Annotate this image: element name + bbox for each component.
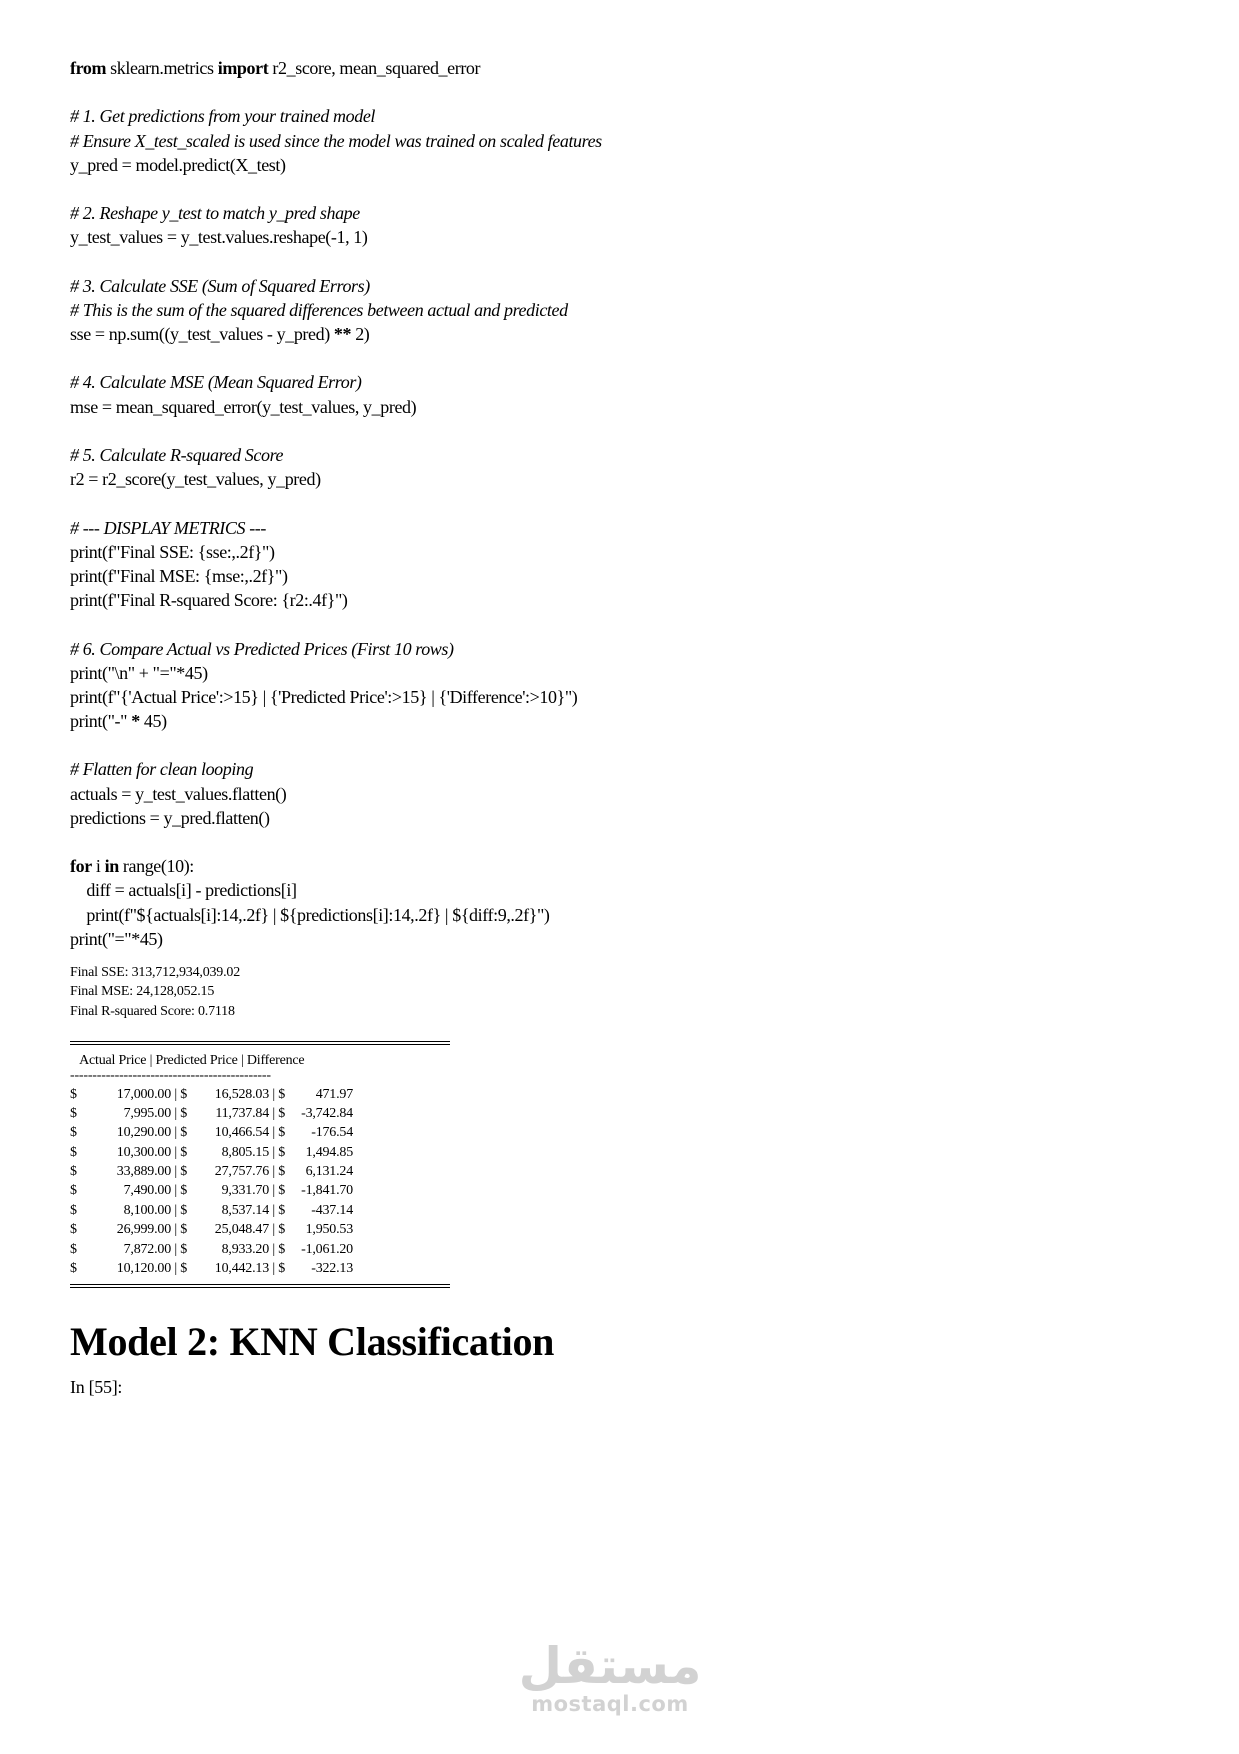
code-line: [70, 274, 1190, 298]
code-blank-line: [70, 491, 1190, 515]
code-text: 45): [139, 711, 167, 732]
table-bottom-rule: [70, 1284, 450, 1288]
actual-price: 10,120.00: [116, 1261, 171, 1277]
currency-sign: $: [70, 1183, 77, 1199]
currency-sign: $: [180, 1261, 188, 1277]
watermark-arabic: مستقل: [518, 1637, 702, 1695]
actual-price: 26,999.00: [116, 1222, 171, 1238]
separator-dollar: [269, 1085, 299, 1104]
currency-sign: $: [180, 1241, 188, 1257]
separator-dollar: [171, 1085, 199, 1104]
code-blank-line: [70, 177, 1190, 201]
code-blank-line: [70, 733, 1190, 757]
code-line: [70, 709, 1190, 733]
actual-price: 7,872.00: [123, 1241, 171, 1257]
pipe-separator: |: [272, 1202, 275, 1218]
separator-dollar: [171, 1240, 199, 1259]
table-header: Actual Price | Predicted Price | Difference: [70, 1053, 305, 1069]
code-blank-line: [70, 612, 1190, 636]
code-line: [70, 129, 1190, 153]
code-blank-line: [70, 346, 1190, 370]
separator-dollar: [269, 1162, 299, 1181]
table-row: [70, 1201, 1190, 1220]
difference: 6,131.24: [305, 1164, 353, 1180]
table-row: [70, 1143, 1190, 1162]
pipe-separator: |: [174, 1125, 177, 1141]
pipe-separator: |: [272, 1105, 275, 1121]
code-line: [70, 661, 1190, 685]
code-cell: [70, 56, 1190, 951]
predicted-price: 11,737.84: [215, 1105, 269, 1121]
code-line: [70, 56, 1190, 80]
currency-sign: $: [70, 1222, 77, 1238]
difference: 1,494.85: [305, 1144, 353, 1160]
pipe-separator: |: [272, 1261, 275, 1277]
code-line: [70, 564, 1190, 588]
predicted-price: 9,331.70: [221, 1183, 269, 1199]
code-line: [70, 467, 1190, 491]
code-text: y_pred = model.predict(X_test): [70, 154, 286, 175]
pipe-separator: |: [174, 1261, 177, 1277]
table-dash-rule: ---------------------------------------------: [70, 1070, 271, 1083]
difference: -1,841.70: [301, 1183, 353, 1199]
separator-dollar: [269, 1181, 299, 1200]
code-comment: # Flatten for clean looping: [70, 759, 254, 780]
code-text: print(f"{'Actual Price':>15} | {'Predicted Price':>15} | {'Difference':>10}"): [70, 686, 578, 707]
code-line: [70, 878, 1190, 902]
code-comment: # Ensure X_test_scaled is used since the model was trained on scaled features: [70, 130, 602, 151]
code-keyword: in: [104, 856, 119, 877]
separator-dollar: [269, 1259, 299, 1278]
separator-dollar: [171, 1123, 199, 1142]
actual-price: 7,995.00: [123, 1105, 171, 1121]
watermark-latin: mostaql.com: [531, 1692, 689, 1716]
pipe-separator: |: [174, 1183, 177, 1199]
code-keyword: import: [217, 58, 269, 78]
code-text: sse = np.sum((y_test_values - y_pred): [70, 324, 334, 345]
currency-sign: $: [180, 1144, 188, 1160]
table-rows: [70, 1085, 1190, 1279]
pipe-separator: |: [174, 1202, 177, 1218]
predicted-price: 8,537.14: [221, 1202, 269, 1218]
mse-output: Final MSE: 24,128,052.15: [70, 984, 215, 1000]
currency-sign: $: [278, 1261, 286, 1277]
difference: -176.54: [311, 1125, 353, 1141]
difference: -322.13: [311, 1261, 353, 1277]
mostaql-watermark: [515, 1637, 705, 1716]
predicted-price: 27,757.76: [214, 1164, 269, 1180]
actual-price: 7,490.00: [123, 1183, 171, 1199]
code-line: [70, 395, 1190, 419]
code-line: [70, 927, 1190, 951]
currency-sign: $: [70, 1164, 77, 1180]
difference: 1,950.53: [305, 1222, 353, 1238]
code-blank-line: [70, 830, 1190, 854]
code-text: 2): [351, 324, 370, 345]
code-line: [70, 540, 1190, 564]
difference: -1,061.20: [301, 1241, 353, 1257]
table-row: [70, 1162, 1190, 1181]
code-text: mse = mean_squared_error(y_test_values, y_pred): [70, 396, 417, 417]
currency-sign: $: [278, 1125, 286, 1141]
currency-sign: $: [180, 1125, 188, 1141]
code-text: y_test_values = y_test.values.reshape(-1, 1): [70, 227, 368, 248]
code-comment: # 4. Calculate MSE (Mean Squared Error): [70, 372, 362, 393]
code-comment: # 6. Compare Actual vs Predicted Prices (First 10 rows): [70, 638, 454, 659]
pipe-separator: |: [174, 1222, 177, 1238]
code-text: print(f"${actuals[i]:14,.2f} | ${predictions[i]:14,.2f} | ${diff:9,.2f}"): [70, 904, 550, 925]
pipe-separator: |: [174, 1164, 177, 1180]
code-blank-line: [70, 250, 1190, 274]
separator-dollar: [269, 1104, 299, 1123]
code-text: print("="*45): [70, 928, 163, 949]
currency-sign: $: [180, 1105, 188, 1121]
currency-sign: $: [278, 1202, 286, 1218]
code-line: [70, 201, 1190, 225]
sse-output: Final SSE: 313,712,934,039.02: [70, 964, 240, 980]
code-text: i: [91, 856, 105, 877]
code-line: [70, 757, 1190, 781]
code-text: print("\n" + "="*45): [70, 662, 208, 683]
predicted-price: 10,466.54: [214, 1125, 269, 1141]
code-blank-line: [70, 419, 1190, 443]
pipe-separator: |: [272, 1164, 275, 1180]
pipe-separator: |: [272, 1183, 275, 1199]
code-text: print(f"Final MSE: {mse:,.2f}"): [70, 565, 288, 586]
code-text: range(10):: [118, 856, 194, 877]
pipe-separator: |: [272, 1144, 275, 1160]
currency-sign: $: [70, 1202, 77, 1218]
currency-sign: $: [70, 1241, 77, 1257]
currency-sign: $: [70, 1105, 77, 1121]
actual-price: 17,000.00: [116, 1086, 171, 1102]
table-top-rule: [70, 1041, 450, 1045]
code-comment: # This is the sum of the squared differences between actual and predicted: [70, 299, 568, 320]
code-comment: # 2. Reshape y_test to match y_pred shape: [70, 203, 360, 224]
code-line: [70, 443, 1190, 467]
separator-dollar: [171, 1201, 199, 1220]
code-text: r2_score, mean_squared_error: [268, 58, 481, 78]
separator-dollar: [269, 1201, 299, 1220]
currency-sign: $: [70, 1261, 77, 1277]
currency-sign: $: [278, 1241, 286, 1257]
actual-price: 10,300.00: [116, 1144, 171, 1160]
difference: -3,742.84: [301, 1105, 353, 1121]
code-line: [70, 854, 1190, 878]
code-line: [70, 322, 1190, 346]
currency-sign: $: [70, 1086, 77, 1102]
table-row: [70, 1104, 1190, 1123]
table-row: [70, 1085, 1190, 1104]
separator-dollar: [171, 1162, 199, 1181]
predicted-price: 25,048.47: [214, 1222, 269, 1238]
r2-output: Final R-squared Score: 0.7118: [70, 1003, 235, 1019]
actual-price: 33,889.00: [116, 1164, 171, 1180]
predicted-price: 8,805.15: [221, 1144, 269, 1160]
code-keyword: from: [70, 58, 107, 78]
table-row: [70, 1240, 1190, 1259]
code-comment: # 5. Calculate R-squared Score: [70, 445, 284, 465]
code-text: predictions = y_pred.flatten(): [70, 807, 270, 828]
code-line: [70, 225, 1190, 249]
pipe-separator: |: [174, 1086, 177, 1102]
pipe-separator: |: [174, 1144, 177, 1160]
currency-sign: $: [278, 1144, 286, 1160]
table-row: [70, 1220, 1190, 1239]
code-text: print(f"Final R-squared Score: {r2:.4f}"): [70, 590, 348, 611]
currency-sign: $: [278, 1105, 286, 1121]
pipe-separator: |: [272, 1222, 275, 1238]
currency-sign: $: [180, 1164, 188, 1180]
code-comment: # 3. Calculate SSE (Sum of Squared Errors): [70, 275, 370, 296]
notebook-page: [70, 56, 1190, 1398]
currency-sign: $: [70, 1144, 77, 1160]
separator-dollar: [269, 1143, 299, 1162]
currency-sign: $: [180, 1222, 188, 1238]
separator-dollar: [269, 1220, 299, 1239]
code-text: actuals = y_test_values.flatten(): [70, 783, 287, 804]
currency-sign: $: [278, 1222, 286, 1238]
code-text: sklearn.metrics: [106, 58, 218, 78]
code-blank-line: [70, 80, 1190, 104]
separator-dollar: [269, 1123, 299, 1142]
separator-dollar: [269, 1240, 299, 1259]
code-line: [70, 588, 1190, 612]
section-title: Model 2: KNN Classification: [70, 1319, 555, 1365]
code-keyword: for: [70, 856, 92, 877]
metrics-output: [70, 963, 1190, 1021]
currency-sign: $: [180, 1183, 188, 1199]
code-keyword: *: [131, 711, 140, 732]
separator-dollar: [171, 1259, 199, 1278]
code-text: diff = actuals[i] - predictions[i]: [70, 880, 297, 901]
code-line: [70, 903, 1190, 927]
pipe-separator: |: [174, 1105, 177, 1121]
separator-dollar: [171, 1220, 199, 1239]
code-line: [70, 298, 1190, 322]
currency-sign: $: [180, 1086, 188, 1102]
actual-price: 10,290.00: [116, 1125, 171, 1141]
currency-sign: $: [70, 1125, 77, 1141]
predicted-price: 8,933.20: [221, 1241, 269, 1257]
code-keyword: **: [333, 324, 352, 345]
table-row: [70, 1181, 1190, 1200]
code-line: [70, 685, 1190, 709]
code-comment: # --- DISPLAY METRICS ---: [70, 517, 266, 538]
code-line: [70, 637, 1190, 661]
currency-sign: $: [278, 1183, 286, 1199]
code-line: [70, 782, 1190, 806]
separator-dollar: [171, 1181, 199, 1200]
code-line: [70, 806, 1190, 830]
code-text: r2 = r2_score(y_test_values, y_pred): [70, 469, 321, 490]
predicted-price: 10,442.13: [214, 1261, 269, 1277]
code-line: [70, 370, 1190, 394]
actual-price: 8,100.00: [123, 1202, 171, 1218]
separator-dollar: [171, 1104, 199, 1123]
code-line: [70, 104, 1190, 128]
pipe-separator: |: [272, 1241, 275, 1257]
cell-prompt: In [55]:: [70, 1377, 123, 1398]
code-text: print("-": [70, 711, 132, 732]
separator-dollar: [171, 1143, 199, 1162]
currency-sign: $: [278, 1164, 286, 1180]
pipe-separator: |: [174, 1241, 177, 1257]
code-comment: # 1. Get predictions from your trained model: [70, 106, 376, 127]
table-row: [70, 1259, 1190, 1278]
difference: 471.97: [315, 1086, 353, 1102]
currency-sign: $: [278, 1086, 286, 1102]
pipe-separator: |: [272, 1125, 275, 1141]
predicted-price: 16,528.03: [214, 1086, 269, 1102]
code-text: print(f"Final SSE: {sse:,.2f}"): [70, 541, 275, 562]
comparison-table: [70, 1051, 1190, 1278]
currency-sign: $: [180, 1202, 188, 1218]
table-row: [70, 1123, 1190, 1142]
pipe-separator: |: [272, 1086, 275, 1102]
code-line: [70, 153, 1190, 177]
difference: -437.14: [311, 1202, 353, 1218]
code-line: [70, 516, 1190, 540]
